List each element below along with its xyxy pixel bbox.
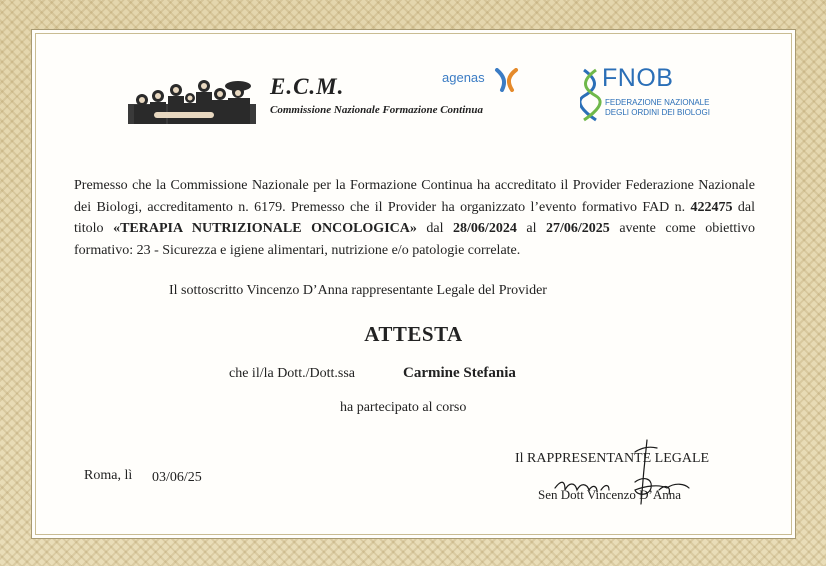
agenas-logo-icon bbox=[494, 68, 520, 92]
event-date-from: 28/06/2024 bbox=[453, 221, 517, 236]
signer-name: Sen Dott Vincenzo D’Anna bbox=[538, 487, 682, 502]
certificate-inner-panel bbox=[31, 29, 796, 539]
issue-date: 03/06/25 bbox=[152, 470, 202, 485]
fnob-subtitle-line2: DEGLI ORDINI DEI BIOLOGI bbox=[605, 108, 710, 117]
ecm-portrait-logo bbox=[128, 72, 256, 124]
handwritten-signature bbox=[535, 438, 705, 508]
premise-text-2: dal titolo bbox=[74, 199, 756, 236]
ecm-subtitle: Commissione Nazionale Formazione Continua bbox=[270, 104, 484, 116]
participant-name: Carmine Stefania bbox=[403, 365, 516, 381]
fnob-helix-icon bbox=[580, 66, 602, 124]
place-label: Roma, lì bbox=[84, 468, 133, 483]
fnob-logo-text: FNOB bbox=[602, 64, 674, 92]
premise-text-1: Premesso che la Commissione Nazionale per la Formazione Continua ha accreditato il Provider Federazione Nazionale dei Biologi, accreditamento n. 6179. Premesso che il Provider ha organizzato l’evento formativo FAD n. bbox=[74, 178, 755, 215]
premise-text-3: dal bbox=[426, 221, 444, 236]
attesta-heading: ATTESTA bbox=[364, 322, 463, 346]
event-number: 422475 bbox=[690, 199, 733, 215]
premise-paragraph bbox=[74, 175, 755, 261]
premise-text-5: avente come obiettivo formativo: 23 - Sicurezza e igiene alimentari, nutrizione e/o patologie correlate. bbox=[74, 221, 755, 258]
undersigned-statement: Il sottoscritto Vincenzo D’Anna rappresentante Legale del Provider bbox=[169, 283, 547, 298]
event-title: «TERAPIA NUTRIZIONALE ONCOLOGICA» bbox=[113, 221, 417, 236]
representative-label: Il RAPPRESENTANTE LEGALE bbox=[515, 451, 710, 466]
participation-statement: ha partecipato al corso bbox=[340, 400, 467, 415]
participant-label: che il/la Dott./Dott.ssa bbox=[229, 366, 355, 381]
fnob-subtitle-line1: FEDERAZIONE NAZIONALE bbox=[605, 98, 710, 107]
ecm-title: E.C.M. bbox=[270, 74, 345, 99]
event-date-to: 27/06/2025 bbox=[546, 221, 610, 236]
agenas-logo-text: agenas bbox=[442, 70, 485, 85]
premise-text-4: al bbox=[526, 221, 537, 236]
